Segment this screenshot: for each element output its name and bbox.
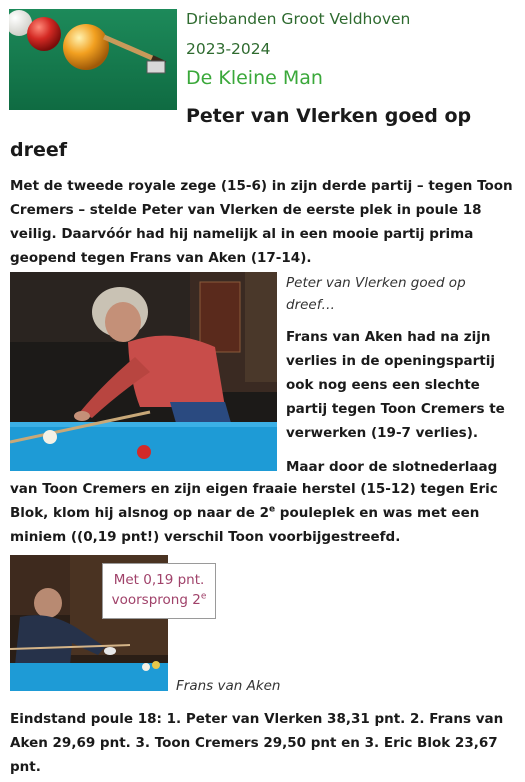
callout-line2 [109,590,209,610]
header-billiard-image [9,9,177,110]
header-title: Driebanden Groot Veldhoven [186,10,411,28]
paragraph-slotnederlaag-start: Maar door de slotnederlaag [286,459,498,475]
callout-line2-text: voorsprong 2 [111,592,201,608]
article-headline: Peter van Vlerken goed op [186,105,472,127]
callout-line1: Met 0,19 pnt. [113,572,205,588]
final-standing-paragraph: Eindstand poule 18: 1. Peter van Vlerken 38,31 pnt. 2. Frans van Aken 29,69 pnt. 3. Toon Cremers 29,50 pnt en 3. Eric Blok 23,67 pnt. [10,711,504,775]
intro-paragraph: Met de tweede royale zege (15-6) in zijn derde partij – tegen Toon Cremers – stelde Peter van Vlerken de eerste plek in poule 18 veilig. Daarvóór had hij namelijk al in een mooie partij prima geopend tegen Frans van Aken (17-14). [10,178,513,266]
callout-ordinal-sup: e [200,591,207,602]
paragraph-slotnederlaag [10,477,515,549]
lead-callout-box [102,563,216,619]
player-photo-vlerken [10,272,277,471]
header-season: 2023-2024 [186,40,271,58]
paragraph-slotnederlaag-post: pouleplek en was met een miniem ((0,19 pnt!) verschil Toon voorbijgestreefd. [10,505,480,545]
paragraph-van-aken-loss: Frans van Aken had na zijn verlies in de openingspartij ook nog eens een slechte partij tegen Toon Cremers te verwerken (19-7 verlies). [286,329,505,441]
article-headline-continued: dreef [10,139,68,161]
ordinal-sup: e [268,504,276,515]
photo1-caption: Peter van Vlerken goed op dreef… [286,275,466,313]
photo2-caption: Frans van Aken [176,678,281,694]
paragraph-slotnederlaag-pre: van Toon Cremers en zijn eigen fraaie herstel (15-12) tegen Eric Blok, klom hij alsnog op naar de 2 [10,481,498,521]
header-rubric: De Kleine Man [186,67,323,89]
